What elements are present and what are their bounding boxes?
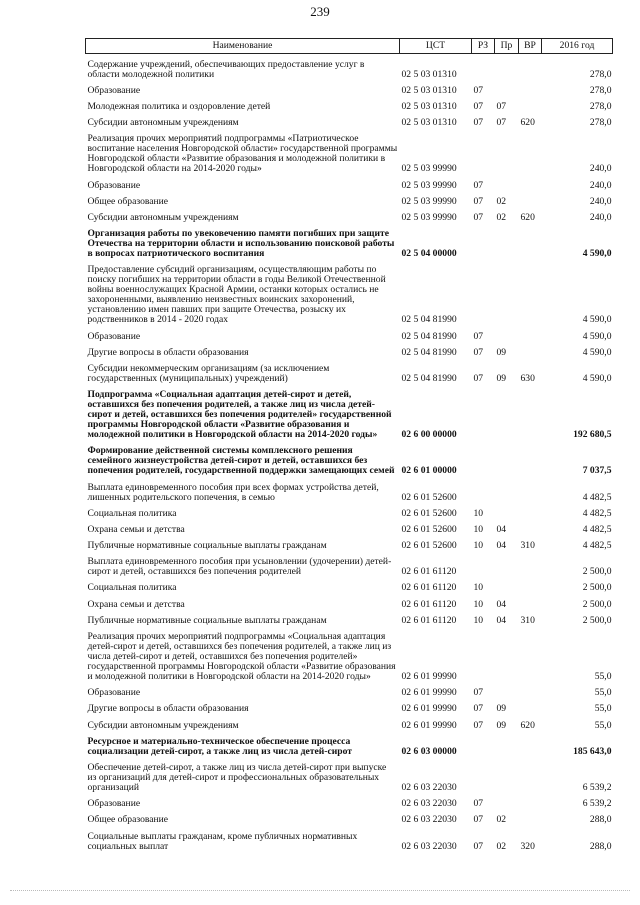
row-name: Образование [87, 84, 141, 96]
row-pr: 02 [496, 212, 507, 223]
row-pr [495, 626, 519, 682]
row-rz: 07 [473, 117, 484, 129]
table-row [86, 757, 613, 793]
row-pr [495, 384, 519, 440]
table-header [86, 39, 613, 54]
scan-edge-dots [10, 890, 630, 891]
row-name: Образование [87, 179, 141, 191]
row-sum: 55,0 [594, 719, 612, 731]
row-vr [519, 551, 542, 577]
row-pr [495, 682, 519, 698]
row-vr [519, 476, 542, 502]
row-sum: 55,0 [594, 671, 612, 682]
row-rz [472, 476, 495, 502]
row-rz [472, 757, 495, 793]
row-cst: 02 5 03 99990 [401, 212, 457, 223]
row-sum: 4 482,5 [582, 540, 612, 552]
row-name: Субсидии автономным учреждениям [87, 117, 239, 129]
row-rz: 10 [473, 523, 484, 535]
row-cst: 02 6 01 99990 [401, 719, 457, 731]
row-cst: 02 6 03 22030 [401, 840, 457, 852]
row-name: Формирование действенной системы комплексного решения семейного жизнеустройства детей-сирот и детей, оставшихся без попечения родителей, государственной поддержки замещающих семей [87, 445, 395, 477]
row-pr: 04 [496, 540, 507, 552]
row-rz: 07 [473, 179, 484, 191]
header-cst: ЦСТ [400, 39, 472, 54]
row-rz: 07 [473, 687, 484, 699]
row-rz: 07 [473, 703, 484, 715]
row-vr [519, 174, 542, 190]
row-name: Общее образование [87, 814, 169, 826]
table-row [86, 551, 613, 577]
table-row [86, 384, 613, 440]
row-cst: 02 5 04 81990 [401, 372, 457, 384]
table-row [86, 128, 613, 174]
row-pr: 02 [496, 840, 507, 852]
row-pr [495, 440, 519, 476]
row-name: Ресурсное и материально-техническое обеспечение процесса социализации детей-сирот, а также лиц из числа детей-сирот [87, 735, 352, 757]
row-pr [495, 577, 519, 593]
row-sum: 2 500,0 [582, 614, 612, 626]
row-pr: 02 [496, 814, 507, 826]
table-row [86, 503, 613, 519]
table-row [86, 207, 613, 223]
row-pr [495, 757, 519, 793]
row-rz: 07 [473, 212, 484, 223]
row-vr: 620 [520, 212, 535, 223]
row-sum: 4 590,0 [582, 314, 612, 326]
row-sum: 278,0 [589, 68, 612, 80]
row-rz [472, 626, 495, 682]
row-sum: 55,0 [594, 687, 612, 699]
row-vr [519, 325, 542, 341]
row-sum: 4 590,0 [582, 330, 612, 342]
row-vr: 620 [520, 117, 535, 129]
row-vr: 310 [520, 540, 535, 552]
row-name: Публичные нормативные социальные выплаты гражданам [87, 614, 327, 626]
row-name: Подпрограмма «Социальная адаптация детей-сирот и детей, оставшихся без попечения родителей, а также лиц из числа детей-сирот и детей, оставшихся без попечения родителей» государственной программы Новгородской области «Развитие образования и молодежной политики в Новгородской области на 2014-2020 годы» [87, 389, 392, 441]
row-rz [472, 731, 495, 757]
row-cst: 02 6 01 52600 [401, 523, 457, 535]
table-row [86, 440, 613, 476]
row-pr [495, 174, 519, 190]
row-cst: 02 6 01 00000 [401, 465, 457, 477]
row-pr [495, 128, 519, 174]
row-rz: 07 [473, 372, 484, 384]
row-cst: 02 6 01 61120 [401, 582, 457, 594]
row-vr [519, 698, 542, 714]
row-cst: 02 5 03 99990 [401, 195, 457, 207]
row-sum: 278,0 [589, 84, 612, 96]
table-row [86, 714, 613, 730]
row-sum: 288,0 [589, 814, 612, 826]
row-name: Предоставление субсидий организациям, осуществляющим работы по поиску погибших на территории области в годы Великой Отечественной войны военнослужащих Красной Армии, останки которых остались не захороненными, выявлению неизвестных воинских захоронений, установлению имен павших при защите Отечества, розыску их родственников в 2014 - 2020 годах [87, 264, 386, 326]
row-vr [519, 809, 542, 825]
row-vr: 320 [520, 840, 535, 852]
row-cst: 02 6 03 22030 [401, 814, 457, 826]
row-cst: 02 6 03 22030 [401, 798, 457, 810]
row-name: Организация работы по увековечению памяти погибших при защите Отечества на территории области и использованию поисковой работы в вопросах патриотического воспитания [87, 228, 395, 260]
table-row [86, 577, 613, 593]
row-rz [472, 440, 495, 476]
row-pr [495, 80, 519, 96]
row-pr: 07 [496, 117, 507, 129]
row-vr [519, 223, 542, 259]
budget-table [85, 38, 613, 852]
row-cst: 02 5 03 01310 [401, 84, 457, 96]
row-cst: 02 5 03 01310 [401, 101, 457, 113]
row-sum: 288,0 [589, 840, 612, 852]
row-vr [519, 577, 542, 593]
row-pr: 04 [496, 598, 507, 610]
row-sum: 4 482,5 [582, 507, 612, 519]
row-name: Реализация прочих мероприятий подпрограммы «Патриотическое воспитание населения Новгородской области» государственной программы Новгородской области «Развитие образования и молодежной политики в Новгородской области на 2014-2020 годы» [87, 133, 398, 175]
header-pr: Пр [495, 39, 519, 54]
row-pr [495, 476, 519, 502]
row-cst: 02 5 03 99990 [401, 179, 457, 191]
row-vr [519, 191, 542, 207]
row-name: Обеспечение детей-сирот, а также лиц из числа детей-сирот при выпуске из организаций для детей-сирот и профессиональных образовательных организаций [87, 761, 387, 793]
table-row [86, 96, 613, 112]
table-row [86, 325, 613, 341]
row-pr: 04 [496, 523, 507, 535]
header-vr: ВР [519, 39, 542, 54]
row-pr [495, 503, 519, 519]
row-sum: 4 590,0 [582, 372, 612, 384]
table-row [86, 358, 613, 384]
row-name: Общее образование [87, 195, 169, 207]
row-sum: 4 590,0 [582, 248, 612, 260]
row-pr: 09 [496, 703, 507, 715]
row-cst: 02 6 01 61120 [401, 614, 457, 626]
row-rz [472, 54, 495, 80]
row-sum: 7 037,5 [582, 465, 612, 477]
table-row [86, 174, 613, 190]
table-row [86, 825, 613, 851]
row-sum: 4 590,0 [582, 346, 612, 358]
table-row [86, 112, 613, 128]
header-rz: РЗ [472, 39, 495, 54]
row-pr: 09 [496, 719, 507, 731]
row-vr [519, 626, 542, 682]
row-cst: 02 6 01 61120 [401, 598, 457, 610]
row-name: Охрана семьи и детства [87, 523, 185, 535]
row-sum: 278,0 [589, 101, 612, 113]
page-number: 239 [310, 4, 330, 19]
row-sum: 4 482,5 [582, 491, 612, 503]
row-rz: 07 [473, 330, 484, 342]
row-cst: 02 6 01 61120 [401, 566, 457, 578]
row-rz: 10 [473, 598, 484, 610]
table-row [86, 476, 613, 502]
row-cst: 02 6 01 52600 [401, 507, 457, 519]
row-cst: 02 6 03 22030 [401, 781, 457, 793]
table-row [86, 191, 613, 207]
row-cst: 02 6 00 00000 [401, 429, 457, 441]
row-rz: 07 [473, 798, 484, 810]
row-name: Выплата единовременного пособия при усыновлении (удочерении) детей-сирот и детей, оставшихся без попечения родителей [87, 556, 392, 578]
row-sum: 278,0 [589, 117, 612, 129]
row-cst: 02 5 03 99990 [401, 163, 457, 175]
row-cst: 02 6 01 99990 [401, 703, 457, 715]
table-row [86, 793, 613, 809]
table-row [86, 342, 613, 358]
row-name: Другие вопросы в области образования [87, 703, 249, 715]
row-vr [519, 503, 542, 519]
row-rz [472, 259, 495, 325]
row-rz: 10 [473, 582, 484, 594]
header-year: 2016 год [542, 39, 613, 54]
row-rz: 07 [473, 814, 484, 826]
row-vr [519, 259, 542, 325]
row-name: Субсидии некоммерческим организациям (за исключением государственных (муниципальных) учреждений) [87, 362, 330, 384]
row-cst: 02 5 04 81990 [401, 330, 457, 342]
row-sum: 240,0 [589, 195, 612, 207]
row-cst: 02 5 04 81990 [401, 314, 457, 326]
row-rz: 07 [473, 719, 484, 731]
row-name: Выплата единовременного пособия при всех формах устройства детей, лишенных родительского попечения, в семью [87, 481, 379, 503]
row-vr [519, 519, 542, 535]
row-vr [519, 342, 542, 358]
row-vr [519, 384, 542, 440]
row-sum: 6 539,2 [582, 781, 612, 793]
table-row [86, 626, 613, 682]
table-row [86, 223, 613, 259]
row-vr [519, 128, 542, 174]
row-sum: 2 500,0 [582, 598, 612, 610]
row-pr: 07 [496, 101, 507, 113]
row-vr: 620 [520, 719, 535, 731]
table-row [86, 610, 613, 626]
table-row [86, 54, 613, 80]
row-pr [495, 551, 519, 577]
row-vr: 630 [520, 372, 535, 384]
row-sum: 6 539,2 [582, 798, 612, 810]
row-sum: 2 500,0 [582, 582, 612, 594]
row-pr: 04 [496, 614, 507, 626]
row-vr [519, 757, 542, 793]
table-row [86, 682, 613, 698]
row-name: Молодежная политика и оздоровление детей [87, 101, 271, 113]
row-pr: 09 [496, 346, 507, 358]
row-pr [495, 259, 519, 325]
row-name: Образование [87, 687, 141, 699]
row-pr [495, 731, 519, 757]
row-rz [472, 551, 495, 577]
row-name: Другие вопросы в области образования [87, 346, 249, 358]
row-rz: 10 [473, 614, 484, 626]
row-rz: 07 [473, 346, 484, 358]
row-sum: 240,0 [589, 163, 612, 175]
row-vr [519, 440, 542, 476]
row-vr [519, 682, 542, 698]
row-name: Образование [87, 798, 141, 810]
row-sum: 4 482,5 [582, 523, 612, 535]
row-sum: 192 680,5 [573, 429, 612, 441]
row-rz [472, 223, 495, 259]
row-rz: 07 [473, 101, 484, 113]
row-sum: 2 500,0 [582, 566, 612, 578]
row-vr [519, 96, 542, 112]
row-vr: 310 [520, 614, 535, 626]
table-row [86, 535, 613, 551]
table-row [86, 519, 613, 535]
row-cst: 02 6 01 99990 [401, 687, 457, 699]
row-cst: 02 5 04 00000 [401, 248, 457, 260]
row-rz [472, 128, 495, 174]
row-cst: 02 6 01 99990 [401, 671, 457, 682]
row-name: Реализация прочих мероприятий подпрограммы «Социальная адаптация детей-сирот и детей, оставшихся без попечения родителей, а также лиц из числа детей-сирот и детей, оставшихся без попечения родителей» государственной программы Новгородской области «Развитие образования и молодежной политики в Новгородской области на 2014-2020 годы» [87, 631, 396, 682]
row-sum: 240,0 [589, 179, 612, 191]
row-sum: 185 643,0 [573, 745, 612, 757]
row-cst: 02 5 04 81990 [401, 346, 457, 358]
row-vr [519, 54, 542, 80]
row-name: Содержание учреждений, обеспечивающих предоставление услуг в области молодежной политики [87, 58, 365, 80]
row-name: Социальная политика [87, 507, 177, 519]
row-cst: 02 6 01 52600 [401, 491, 457, 503]
table-row [86, 809, 613, 825]
row-pr: 09 [496, 372, 507, 384]
row-name: Публичные нормативные социальные выплаты гражданам [87, 540, 327, 552]
row-rz: 07 [473, 84, 484, 96]
row-vr [519, 593, 542, 609]
row-name: Охрана семьи и детства [87, 598, 185, 610]
row-pr [495, 325, 519, 341]
row-pr [495, 793, 519, 809]
row-cst: 02 5 03 01310 [401, 68, 457, 80]
row-rz: 10 [473, 507, 484, 519]
row-rz: 10 [473, 540, 484, 552]
row-vr [519, 80, 542, 96]
row-sum: 240,0 [589, 212, 612, 223]
row-name: Субсидии автономным учреждениям [87, 719, 239, 731]
row-vr [519, 731, 542, 757]
table-row [86, 731, 613, 757]
table-row [86, 593, 613, 609]
row-name: Социальные выплаты гражданам, кроме публичных нормативных социальных выплат [87, 830, 358, 852]
table-row [86, 259, 613, 325]
header-name: Наименование [86, 39, 400, 54]
table-row [86, 698, 613, 714]
row-pr [495, 223, 519, 259]
row-name: Социальная политика [87, 582, 177, 594]
row-cst: 02 6 01 52600 [401, 540, 457, 552]
row-cst: 02 5 03 01310 [401, 117, 457, 129]
row-sum: 55,0 [594, 703, 612, 715]
row-vr [519, 793, 542, 809]
row-pr: 02 [496, 195, 507, 207]
row-name: Образование [87, 330, 141, 342]
row-name: Субсидии автономным учреждениям [87, 212, 239, 223]
row-rz: 07 [473, 840, 484, 852]
row-rz: 07 [473, 195, 484, 207]
table-row [86, 80, 613, 96]
row-rz [472, 384, 495, 440]
row-cst: 02 6 03 00000 [401, 745, 457, 757]
row-pr [495, 54, 519, 80]
